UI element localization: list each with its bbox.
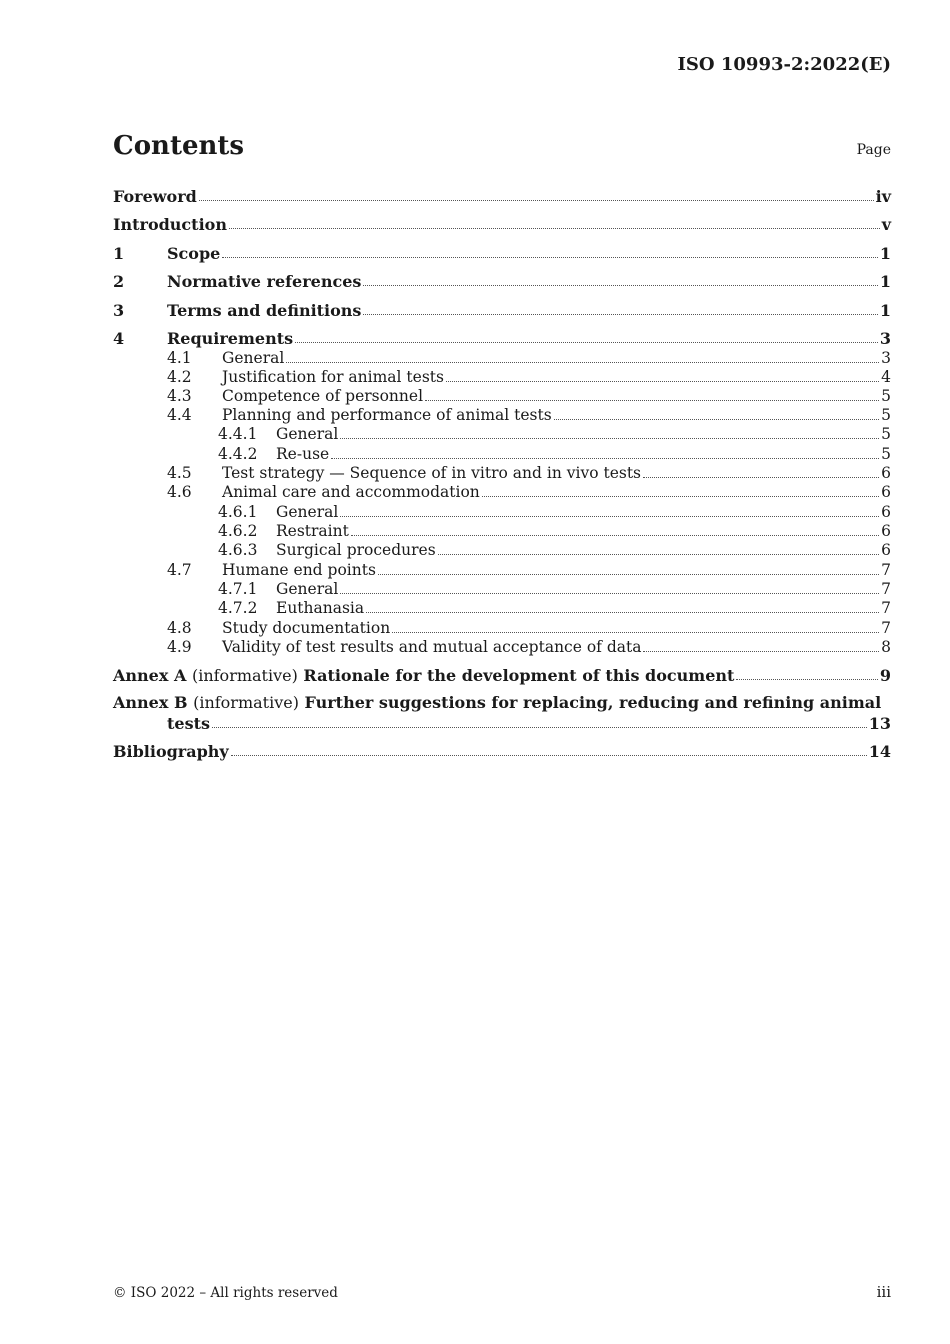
toc-number: 4.4.1 xyxy=(218,425,258,443)
toc-page: 7 xyxy=(881,619,891,637)
toc-leader-dots xyxy=(229,227,880,229)
toc-page: 6 xyxy=(881,464,891,482)
toc-number: 4.6.3 xyxy=(218,541,258,559)
toc-leader-dots xyxy=(425,399,879,401)
toc-number: 4.6.2 xyxy=(218,522,258,540)
toc-title: Justification for animal tests xyxy=(222,368,444,386)
toc-page: iv xyxy=(875,187,891,206)
toc-page: 1 xyxy=(879,272,891,291)
toc-number: 4.6 xyxy=(167,483,192,501)
toc-title: Terms and definitions xyxy=(167,301,362,320)
contents-heading: Contents xyxy=(113,131,245,161)
toc-page: 8 xyxy=(881,638,891,656)
toc-number: 4.4 xyxy=(167,406,192,424)
toc-page: 7 xyxy=(881,580,891,598)
toc-entry-foreword[interactable] xyxy=(113,184,891,206)
toc-title: General xyxy=(276,425,339,443)
toc-leader-dots xyxy=(340,515,879,517)
toc-page: 6 xyxy=(881,483,891,501)
toc-leader-dots xyxy=(554,418,879,420)
toc-title: tests xyxy=(167,714,210,733)
toc-title: Study documentation xyxy=(222,619,391,637)
toc-entry-introduction[interactable] xyxy=(113,212,891,234)
toc-title: Introduction xyxy=(113,215,227,234)
toc-number: 4.1 xyxy=(167,349,192,367)
toc-number: 4.2 xyxy=(167,368,192,386)
toc-leader-dots xyxy=(212,726,867,728)
toc-leader-dots xyxy=(295,341,878,343)
toc-title: General xyxy=(276,503,339,521)
toc-number: 1 xyxy=(113,244,125,263)
toc-leader-dots xyxy=(643,650,879,652)
page-column-label: Page xyxy=(856,142,891,158)
toc-entry-annex-a[interactable] xyxy=(113,663,891,685)
toc-title: Planning and performance of animal tests xyxy=(222,406,552,424)
toc-title: Restraint xyxy=(276,522,349,540)
toc-number: 4.4.2 xyxy=(218,445,258,463)
toc-page: 3 xyxy=(879,329,891,348)
toc-page: 14 xyxy=(868,742,891,761)
toc-number: 4.6.1 xyxy=(218,503,258,521)
toc-leader-dots xyxy=(736,678,877,680)
toc-leader-dots xyxy=(340,592,879,594)
toc-leader-dots xyxy=(340,437,879,439)
toc-title: Requirements xyxy=(167,329,294,348)
toc-leader-dots xyxy=(199,199,874,201)
toc-number: 4.3 xyxy=(167,387,192,405)
toc-leader-dots xyxy=(222,256,878,258)
toc-entry-4-6-3[interactable] xyxy=(113,538,891,560)
toc-title: Bibliography xyxy=(113,742,229,761)
toc-title: General xyxy=(222,349,285,367)
toc-page: 13 xyxy=(868,714,891,733)
toc-entry-4-6[interactable] xyxy=(113,480,891,502)
toc-title: Validity of test results and mutual acceptance of data xyxy=(222,638,642,656)
toc-page: 6 xyxy=(881,541,891,559)
toc-page: v xyxy=(881,215,891,234)
toc-number: 4.9 xyxy=(167,638,192,656)
toc-title: Animal care and accommodation xyxy=(222,483,480,501)
toc-page: 7 xyxy=(881,599,891,617)
toc-page: 3 xyxy=(881,349,891,367)
toc-entry-4-7-2[interactable] xyxy=(113,596,891,618)
toc-number: 4.7.1 xyxy=(218,580,258,598)
annex-title: Further suggestions for replacing, reducing and refining animal xyxy=(304,693,882,712)
toc-leader-dots xyxy=(643,476,879,478)
toc-leader-dots xyxy=(438,553,879,555)
toc-number: 4.7.2 xyxy=(218,599,258,617)
toc-entry-terms-and-definitions[interactable] xyxy=(113,298,891,320)
toc-leader-dots xyxy=(286,361,879,363)
annex-qualifier: (informative) xyxy=(193,693,299,712)
toc-leader-dots xyxy=(331,457,879,459)
toc-leader-dots xyxy=(392,631,879,633)
toc-leader-dots xyxy=(363,313,877,315)
toc-page: 5 xyxy=(881,406,891,424)
toc-title: Scope xyxy=(167,244,221,263)
toc-entry-4-9[interactable] xyxy=(113,635,891,657)
toc-page: 5 xyxy=(881,387,891,405)
toc-title: Foreword xyxy=(113,187,197,206)
toc-title: Test strategy — Sequence of in vitro and in vivo tests xyxy=(222,464,641,482)
toc-page: 6 xyxy=(881,503,891,521)
toc-page: 9 xyxy=(879,666,891,685)
toc-title: General xyxy=(276,580,339,598)
toc-entry-annex-b-line1[interactable] xyxy=(113,693,882,712)
document-identifier: ISO 10993-2:2022(E) xyxy=(677,54,891,75)
toc-page: 1 xyxy=(879,244,891,263)
toc-leader-dots xyxy=(482,495,879,497)
toc-number: 4.8 xyxy=(167,619,192,637)
toc-title: Surgical procedures xyxy=(276,541,436,559)
toc-leader-dots xyxy=(366,611,879,613)
toc-page: 7 xyxy=(881,561,891,579)
page-number: iii xyxy=(876,1283,891,1301)
copyright-notice: © ISO 2022 – All rights reserved xyxy=(113,1285,338,1301)
toc-entry-annex-b-line2[interactable] xyxy=(113,711,891,733)
annex-label: Annex B xyxy=(113,693,188,712)
annex-qualifier: (informative) xyxy=(191,666,298,685)
toc-title: Normative references xyxy=(167,272,362,291)
toc-page: 5 xyxy=(881,425,891,443)
toc-leader-dots xyxy=(351,534,879,536)
toc-page: 4 xyxy=(881,368,891,386)
toc-number: 3 xyxy=(113,301,125,320)
toc-entry-requirements[interactable] xyxy=(113,326,891,348)
toc-entry-scope[interactable] xyxy=(113,241,891,263)
toc-number: 4.5 xyxy=(167,464,192,482)
annex-title: Rationale for the development of this document xyxy=(303,666,735,685)
toc-title: Humane end points xyxy=(222,561,376,579)
toc-title: Competence of personnel xyxy=(222,387,424,405)
toc-title: Euthanasia xyxy=(276,599,365,617)
toc-title: Re-use xyxy=(276,445,330,463)
annex-label: Annex A xyxy=(113,666,187,685)
toc-leader-dots xyxy=(231,754,867,756)
toc-entry-normative-references[interactable] xyxy=(113,269,891,291)
toc-page: 6 xyxy=(881,522,891,540)
toc-number: 4 xyxy=(113,329,125,348)
toc-leader-dots xyxy=(363,284,877,286)
toc-leader-dots xyxy=(378,573,879,575)
toc-page: 1 xyxy=(879,301,891,320)
toc-entry-bibliography[interactable] xyxy=(113,739,891,761)
toc-number: 2 xyxy=(113,272,125,291)
toc-leader-dots xyxy=(446,380,879,382)
toc-title xyxy=(113,666,734,685)
toc-entry-4-4-1[interactable] xyxy=(113,422,891,444)
toc-page: 5 xyxy=(881,445,891,463)
toc-number: 4.7 xyxy=(167,561,192,579)
